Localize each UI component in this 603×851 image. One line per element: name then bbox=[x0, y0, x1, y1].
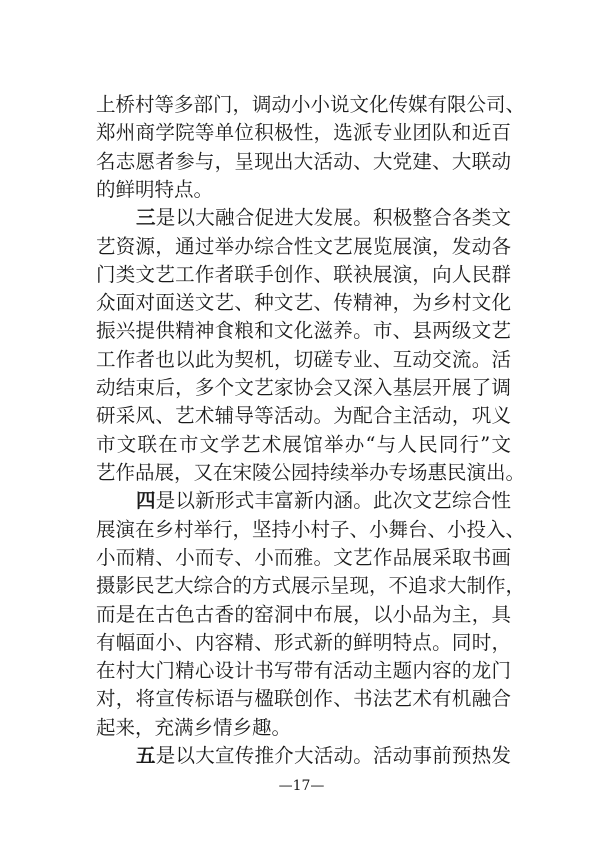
text-line: 名志愿者参与，呈现出大活动、大党建、大联动 bbox=[96, 149, 511, 173]
text-line: 起来，充满乡情乡趣。 bbox=[96, 715, 292, 739]
paragraph-5-line: 是以大宣传推介大活动。活动事前预热发 bbox=[155, 744, 511, 767]
text-line: 郑州商学院等单位积极性，选派专业团队和近百 bbox=[96, 121, 511, 145]
text-line: 振兴提供精神食粮和文化滋养。市、县两级文艺 bbox=[96, 319, 511, 343]
text-line: 的鲜明特点。 bbox=[96, 177, 214, 201]
text-line: 而是在古色古香的窑洞中布展，以小品为主，具 bbox=[96, 602, 511, 626]
paragraph-4-number: 四 bbox=[136, 489, 156, 513]
text-line: 上桥村等多部门，调动小小说文化传媒有限公司、 bbox=[96, 93, 526, 116]
text-line: 有幅面小、内容精、形式新的鲜明特点。同时， bbox=[96, 630, 511, 654]
text-line: 展演在乡村举行，坚持小村子、小舞台、小投入、 bbox=[96, 517, 526, 541]
paragraph-4-line: 是以新形式丰富新内涵。此次文艺综合性 bbox=[155, 489, 511, 513]
paragraph-4-first-line bbox=[136, 486, 511, 516]
paragraph-3-first-line bbox=[136, 203, 511, 233]
text-line: 摄影民艺大综合的方式展示呈现，不追求大制作， bbox=[96, 574, 526, 598]
text-line: 小而精、小而专、小而雅。文艺作品展采取书画 bbox=[96, 545, 511, 569]
text-line: 动结束后，多个文艺家协会又深入基层开展了调 bbox=[96, 376, 511, 399]
text-line: 门类文艺工作者联手创作、联袂展演，向人民群 bbox=[96, 262, 511, 286]
paragraph-3-line: 是以大融合促进大发展。积极整合各类文 bbox=[155, 206, 511, 230]
text-line: 众面对面送文艺、种文艺、传精神，为乡村文化 bbox=[96, 291, 511, 315]
text-line: 艺作品展，又在宋陵公园持续举办专场惠民演出。 bbox=[96, 461, 526, 484]
text-line: 市文联在市文学艺术展馆举办“与人民同行”文 bbox=[96, 432, 511, 456]
paragraph-5-first-line bbox=[136, 741, 511, 771]
page-number: —17— bbox=[278, 778, 325, 794]
text-line: 研采风、艺术辅导等活动。为配合主活动，巩义 bbox=[96, 404, 511, 428]
text-line: 艺资源，通过举办综合性文艺展览展演，发动各 bbox=[96, 234, 511, 258]
paragraph-5-number: 五 bbox=[136, 744, 156, 767]
text-line: 在村大门精心设计书写带有活动主题内容的龙门 bbox=[96, 659, 511, 683]
text-line: 对，将宣传标语与楹联创作、书法艺术有机融合 bbox=[96, 687, 511, 711]
paragraph-3-number: 三 bbox=[136, 206, 156, 230]
text-line: 工作者也以此为契机，切磋专业、互动交流。活 bbox=[96, 347, 511, 371]
